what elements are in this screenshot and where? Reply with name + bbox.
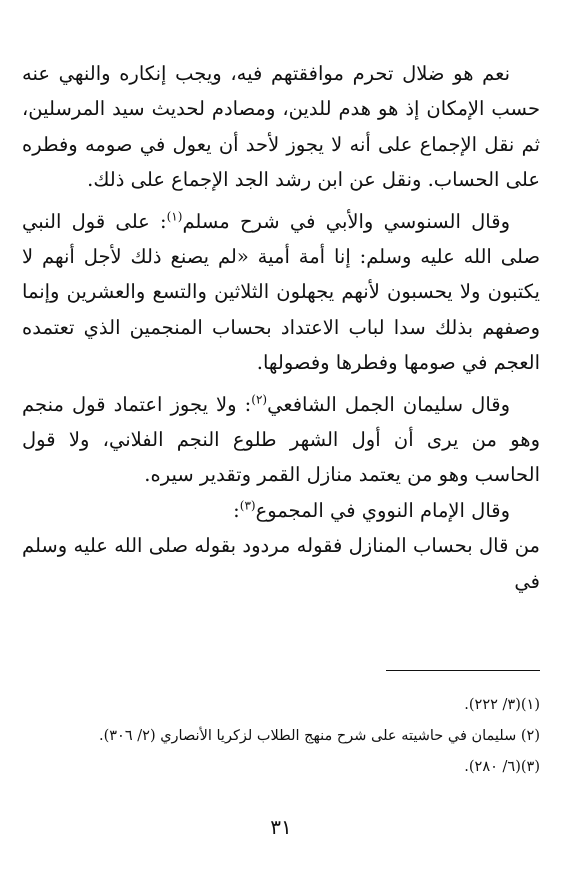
paragraph-5-text: من قال بحساب المنازل فقوله مردود بقوله صلى الله عليه وسلم في xyxy=(22,534,540,593)
footnote-ref-3: (٣) xyxy=(239,498,256,513)
paragraph-4-text-a: وقال الإمام النووي في المجموع xyxy=(255,498,510,522)
footnote-1: (١)(٣/ ٢٢٢). xyxy=(464,697,540,713)
paragraph-1-text: نعم هو ضلال تحرم موافقتهم فيه، ويجب إنكاره والنهي عنه حسب الإمكان إذ هو هدم للدين، ومصادم لحديث سيد المرسلين، ثم نقل الإجماع على أنه لا يجوز لأحد أن يعول في صومه وفطره على الحساب. ونقل عن ابن رشد الجد الإجماع على ذلك. xyxy=(22,62,540,192)
paragraph-5 xyxy=(22,528,540,599)
footnotes xyxy=(22,690,540,783)
footnote-separator xyxy=(386,670,540,671)
paragraph-4-text-b: : xyxy=(233,498,240,522)
page-number: ٣١ xyxy=(270,815,292,839)
paragraph-1 xyxy=(22,56,540,198)
paragraph-3-text-a: وقال سليمان الجمل الشافعي xyxy=(267,392,511,416)
paragraph-2-text-a: وقال السنوسي والأبي في شرح مسلم xyxy=(182,209,510,233)
footnote-2: (٢) سليمان في حاشيته على شرح منهج الطلاب لزكريا الأنصاري (٢/ ٣٠٦). xyxy=(98,728,540,744)
paragraph-2-text-b: : على قول النبي صلى الله عليه وسلم: إنا أمة أمية «لم يصنع ذلك لأجل أنهم لا يكتبون ولا يحسبون لأنهم يجهلون الثلاثين والتسع والعشرين وإنما وصفهم بذلك سدا لباب الاعتداد بحساب المنجمين الذي تعتمده العجم في صومها وفطرها وفصولها. xyxy=(22,209,540,375)
main-text xyxy=(22,56,540,599)
footnote-ref-1: (١) xyxy=(166,209,183,224)
paragraph-3 xyxy=(22,387,540,493)
paragraph-2 xyxy=(22,204,540,381)
footnote-3: (٣)(٦/ ٢٨٠). xyxy=(464,759,540,775)
paragraph-4 xyxy=(22,493,540,528)
paragraph-3-text-b: : ولا يجوز اعتماد قول منجم وهو من يرى أن أول الشهر طلوع النجم الفلاني، ولا قول الحاسب وهو من يعتمد منازل القمر وتقدير سيره. xyxy=(22,392,540,487)
footnote-ref-2: (٢) xyxy=(251,392,268,407)
